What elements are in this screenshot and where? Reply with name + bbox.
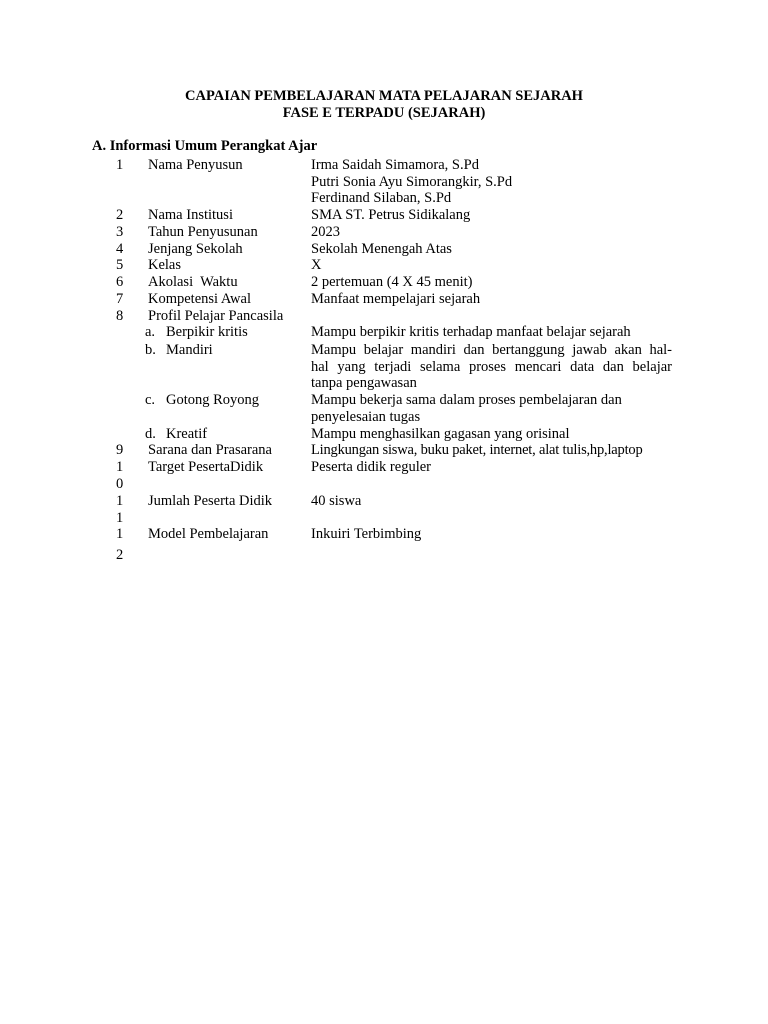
row-label: Akolasi Waktu — [148, 274, 238, 290]
row-value: Mampu berpikir kritis terhadap manfaat belajar sejarah — [311, 324, 631, 340]
row-value: SMA ST. Petrus Sidikalang — [311, 207, 471, 223]
value-line: Mampu bekerja sama dalam proses pembelajaran dan — [311, 392, 622, 408]
table-row — [0, 526, 768, 543]
section-heading: A. Informasi Umum Perangkat Ajar — [92, 138, 318, 154]
sub-item-letter: d. — [145, 426, 156, 442]
table-row — [0, 547, 768, 564]
table-row — [0, 174, 768, 191]
row-number: 9 — [116, 442, 124, 458]
sub-item-label — [145, 324, 248, 341]
table-row — [0, 207, 768, 224]
table-row — [0, 493, 768, 510]
table-row — [0, 291, 768, 308]
row-value: Ferdinand Silaban, S.Pd — [311, 190, 452, 206]
value-line: hal yang terjadi selama proses mencari data dan belajar — [311, 358, 672, 375]
table-row — [0, 426, 768, 443]
row-number: 2 — [116, 207, 124, 223]
table-row — [0, 257, 768, 274]
table-row — [0, 476, 768, 493]
sub-item-text: Mandiri — [166, 342, 213, 358]
row-number: 1 — [116, 493, 124, 509]
row-number: 7 — [116, 291, 124, 307]
sub-item-letter: b. — [145, 342, 156, 358]
table-row — [0, 459, 768, 476]
value-line: penyelesaian tugas — [311, 408, 421, 425]
row-value: Mampu menghasilkan gagasan yang orisinal — [311, 426, 570, 442]
row-number: 3 — [116, 224, 124, 240]
row-value-paragraph — [311, 392, 672, 425]
sub-item-label — [145, 426, 207, 443]
row-value: 2023 — [311, 224, 340, 240]
row-number: 1 — [116, 459, 124, 475]
sub-item-text: Berpikir kritis — [166, 324, 248, 340]
table-row — [0, 224, 768, 241]
row-number: 5 — [116, 257, 124, 273]
row-number: 8 — [116, 308, 124, 324]
table-row — [0, 510, 768, 527]
row-label: Kompetensi Awal — [148, 291, 251, 307]
row-number: 4 — [116, 241, 124, 257]
table-row — [0, 190, 768, 207]
sub-item-label — [145, 392, 259, 409]
row-value: Manfaat mempelajari sejarah — [311, 291, 481, 307]
row-label: Profil Pelajar Pancasila — [148, 308, 284, 324]
sub-item-text: Gotong Royong — [166, 392, 260, 408]
row-label: Nama Institusi — [148, 207, 233, 223]
sub-item-letter: a. — [145, 324, 156, 340]
value-line: tanpa pengawasan — [311, 375, 417, 391]
row-value: Inkuiri Terbimbing — [311, 526, 422, 542]
row-value: Sekolah Menengah Atas — [311, 241, 452, 257]
row-value: X — [311, 257, 322, 273]
row-number: 1 — [116, 526, 124, 542]
row-number: 0 — [116, 476, 124, 492]
row-label: Target PesertaDidik — [148, 459, 264, 475]
row-number: 1 — [116, 157, 124, 173]
document-title-line1: CAPAIAN PEMBELAJARAN MATA PELAJARAN SEJARAH — [185, 88, 583, 104]
sub-item-label — [145, 342, 213, 359]
table-row — [0, 442, 768, 459]
row-label: Nama Penyusun — [148, 157, 243, 173]
row-label: Jumlah Peserta Didik — [148, 493, 273, 509]
row-value: 2 pertemuan (4 X 45 menit) — [311, 274, 473, 290]
row-label: Sarana dan Prasarana — [148, 442, 272, 458]
table-row — [0, 308, 768, 325]
row-label: Jenjang Sekolah — [148, 241, 243, 257]
table-row — [0, 324, 768, 341]
value-line: Mampu belajar mandiri dan bertanggung jawab akan hal- — [311, 342, 672, 358]
sub-item-text: Kreatif — [166, 426, 208, 442]
table-row — [0, 241, 768, 258]
row-label: Model Pembelajaran — [148, 526, 269, 542]
row-value: Putri Sonia Ayu Simorangkir, S.Pd — [311, 174, 513, 190]
row-number: 1 — [116, 510, 124, 526]
table-row — [0, 157, 768, 174]
row-value: 40 siswa — [311, 493, 362, 509]
row-number: 6 — [116, 274, 124, 290]
row-number: 2 — [116, 547, 124, 563]
table-row — [0, 274, 768, 291]
sub-item-letter: c. — [145, 392, 156, 408]
row-value: Lingkungan siswa, buku paket, internet, alat tulis,hp,laptop — [311, 442, 643, 458]
row-value: Irma Saidah Simamora, S.Pd — [311, 157, 479, 173]
document-title-line2: FASE E TERPADU (SEJARAH) — [282, 105, 486, 121]
row-label: Kelas — [148, 257, 182, 273]
row-label: Tahun Penyusunan — [148, 224, 258, 240]
row-value: Peserta didik reguler — [311, 459, 431, 475]
row-value-paragraph — [311, 342, 672, 392]
